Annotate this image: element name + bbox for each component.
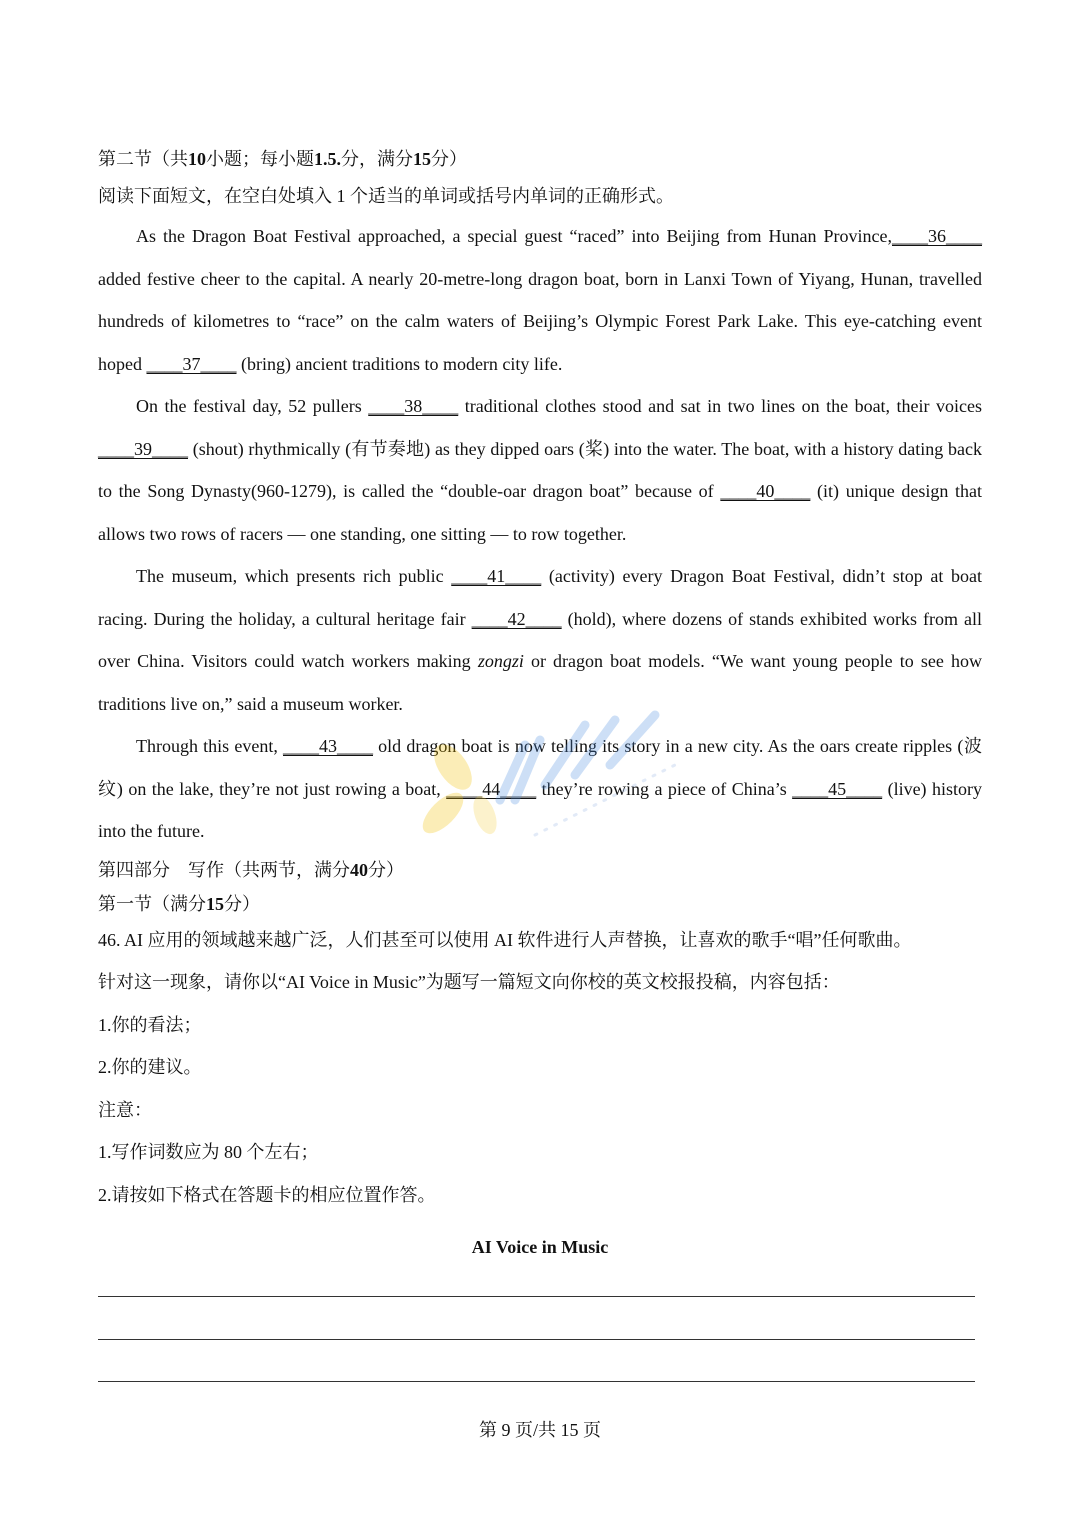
exam-page: [98, 146, 982, 1260]
answer-line-1[interactable]: [98, 1296, 975, 1297]
blank-44[interactable]: ____44____: [446, 778, 537, 799]
answer-line-3[interactable]: [98, 1381, 975, 1382]
essay-title: AI Voice in Music: [471, 1237, 609, 1257]
section-instruction: 阅读下面短文，在空白处填入 1 个适当的单词或括号内单词的正确形式。: [98, 186, 674, 206]
page-number: 第 9 页/共 15 页: [478, 1420, 601, 1440]
question-46-line-1: 46. AI 应用的领域越来越广泛，人们甚至可以使用 AI 软件进行人声替换，让喜欢的歌手“唱”任何歌曲。: [98, 929, 912, 950]
blank-41[interactable]: ____41____: [451, 566, 542, 586]
passage-paragraph-4: Through this event, ____43____ old dragon boat is now telling its story in a new city. As the oars create ripples (波纹) on the lake, they’re not just rowing a boat, ____44____ they’re rowing a piece of China’s ____45____ (live) history into the future.: [98, 736, 982, 841]
note-label: 注意：: [98, 1099, 152, 1120]
part4-subheading: 第一节（满分15分）: [98, 893, 260, 914]
blank-39[interactable]: ____39____: [98, 438, 188, 459]
blank-42[interactable]: ____42____: [471, 608, 562, 629]
answer-line-2[interactable]: [98, 1339, 975, 1340]
note-2: 2.请按如下格式在答题卡的相应位置作答。: [98, 1184, 436, 1205]
passage-paragraph-2: On the festival day, 52 pullers ____38____ traditional clothes stood and sat in two lines on the boat, their voices ____39____ (shout) rhythmically (有节奏地) as they dipped oars (桨) into the water. The boat, with a history dating back to the Song Dynasty(960-1279), is called the “double-oar dragon boat” because of ____40____ (it) unique design that allows two rows of racers — one standing, one sitting — to row together.: [98, 396, 983, 544]
note-1: 1.写作词数应为 80 个左右；: [98, 1142, 319, 1162]
blank-37[interactable]: ____37____: [146, 353, 237, 374]
blank-40[interactable]: ____40____: [720, 481, 811, 501]
passage-paragraph-3: The museum, which presents rich public ____41____ (activity) every Dragon Boat Festival, didn’t stop at boat racing. During the holiday, a cultural heritage fair ____42____ (hold), where dozens of stands exhibited works from all over China. Visitors could watch workers making zongzi or dragon boat models. “We want young people to see how traditions live on,” said a museum worker.: [98, 566, 983, 714]
blank-38[interactable]: ____38____: [368, 396, 459, 416]
section-heading: 第二节（共10小题；每小题1.5.分，满分15分）: [98, 149, 467, 169]
blank-45[interactable]: ____45____: [792, 778, 883, 799]
passage-paragraph-1: As the Dragon Boat Festival approached, a special guest “raced” into Beijing from Hunan Province,____36____ added festive cheer to the capital. A nearly 20-metre-long dragon boat, born in Lanxi Town of Yiyang, Hunan, travelled hundreds of kilometres to “race” on the calm waters of Beijing’s Olympic Forest Park Lake. This eye-catching event hoped ____37____ (bring) ancient traditions to modern city life.: [98, 226, 982, 374]
requirement-2: 2.你的建议。: [98, 1057, 202, 1077]
question-46-line-2: 针对这一现象，请你以“AI Voice in Music”为题写一篇短文向你校的英文校报投稿，内容包括：: [98, 972, 840, 992]
requirement-1: 1.你的看法；: [98, 1014, 202, 1035]
part4-heading: 第四部分 写作（共两节，满分40分）: [98, 859, 404, 880]
blank-36[interactable]: ____36____: [892, 226, 982, 246]
blank-43[interactable]: ____43____: [283, 736, 373, 756]
